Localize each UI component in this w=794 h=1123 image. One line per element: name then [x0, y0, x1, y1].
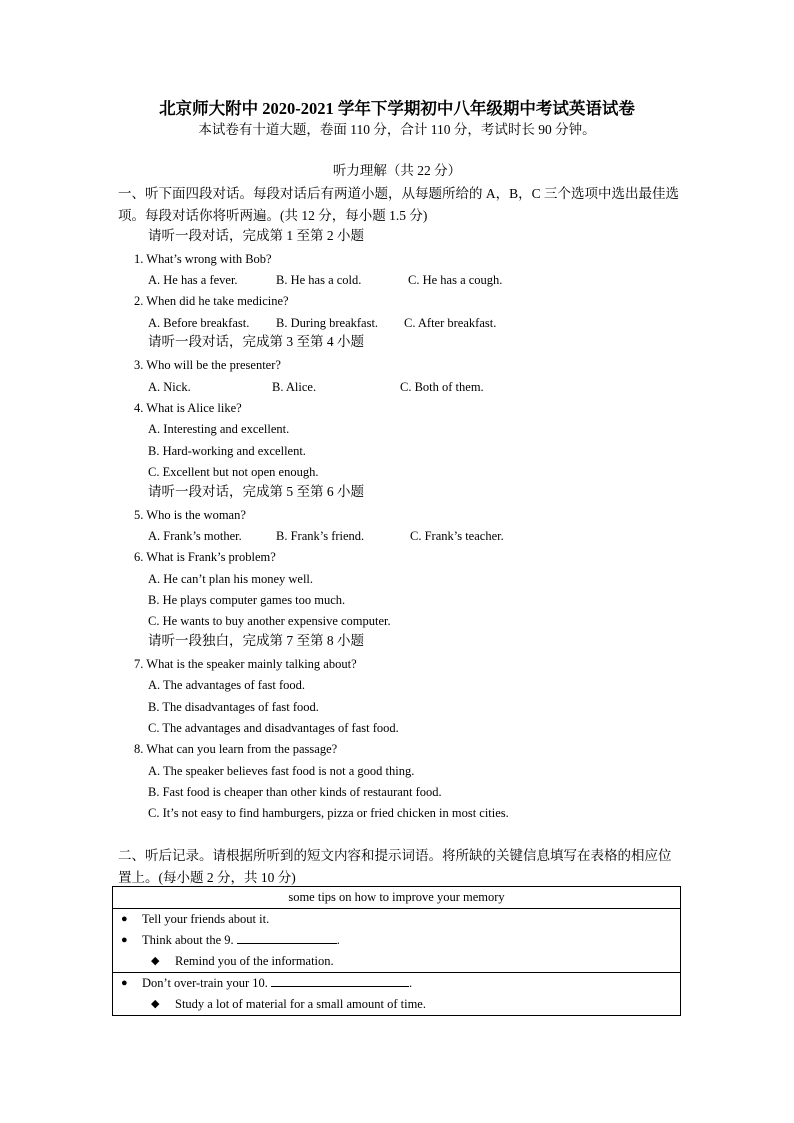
tip-3 — [113, 973, 680, 994]
bullet-icon: ● — [121, 934, 128, 946]
tip-1-text: Tell your friends about it. — [142, 912, 270, 926]
group4-heading: 请听一段独白，完成第 7 至第 8 小题 — [148, 633, 364, 648]
q4-option-c[interactable]: C. Excellent but not open enough. — [148, 465, 319, 479]
tips-row-1 — [113, 909, 681, 973]
tip-1 — [113, 909, 680, 930]
group2-heading: 请听一段对话，完成第 3 至第 4 小题 — [148, 334, 364, 349]
q1-option-a[interactable]: A. He has a fever. — [148, 273, 238, 287]
q6-option-b[interactable]: B. He plays computer games too much. — [148, 593, 346, 607]
listening-section-title: 听力理解（共 22 分） — [332, 163, 462, 178]
tip-2-prefix: Think about the 9. — [142, 933, 234, 947]
memory-tips-table — [112, 886, 681, 1016]
exam-title: 北京师大附中 2020-2021 学年下学期初中八年级期中考试英语试卷 — [159, 99, 635, 118]
bullet-icon: ● — [121, 913, 128, 925]
question-6: 6. What is Frank’s problem? — [134, 550, 276, 564]
q3-option-a[interactable]: A. Nick. — [148, 380, 191, 394]
diamond-icon: ◆ — [151, 955, 160, 967]
q5-option-b[interactable]: B. Frank’s friend. — [276, 529, 365, 543]
tip-2-sub — [113, 951, 680, 972]
bullet-icon: ● — [121, 977, 128, 989]
q3-option-b[interactable]: B. Alice. — [272, 380, 317, 394]
q5-option-a[interactable]: A. Frank’s mother. — [148, 529, 242, 543]
tips-row-2 — [113, 973, 681, 1016]
q8-option-a[interactable]: A. The speaker believes fast food is not a good thing. — [148, 764, 415, 778]
part1-instruction: 一、听下面四段对话。每段对话后有两道小题，从每题所给的 A，B，C 三个选项中选出最佳选项。每段对话你将听两遍。(共 12 分，每小题 1.5 分) — [118, 186, 680, 223]
q7-option-a[interactable]: A. The advantages of fast food. — [148, 678, 306, 692]
tip-2-sub-text: Remind you of the information. — [175, 954, 334, 968]
q4-option-b[interactable]: B. Hard-working and excellent. — [148, 444, 306, 458]
q3-option-c[interactable]: C. Both of them. — [400, 380, 484, 394]
q6-option-c[interactable]: C. He wants to buy another expensive computer. — [148, 614, 391, 628]
q7-option-c[interactable]: C. The advantages and disadvantages of fast food. — [148, 721, 399, 735]
tip-2 — [113, 930, 680, 951]
tip-3-sub — [113, 994, 680, 1015]
part2-instruction: 二、听后记录。请根据所听到的短文内容和提示词语。将所缺的关键信息填写在表格的相应位置上。(每小题 2 分，共 10 分) — [118, 848, 672, 885]
question-7: 7. What is the speaker mainly talking about? — [134, 657, 357, 671]
q6-option-a[interactable]: A. He can’t plan his money well. — [148, 572, 314, 586]
q8-option-b[interactable]: B. Fast food is cheaper than other kinds of restaurant food. — [148, 785, 442, 799]
tip-3-prefix: Don’t over-train your 10. — [142, 976, 268, 990]
tip-2-suffix: . — [336, 933, 340, 947]
q2-option-b[interactable]: B. During breakfast. — [276, 316, 379, 330]
answer-blank-10[interactable] — [271, 973, 409, 987]
q8-option-c[interactable]: C. It’s not easy to find hamburgers, pizza or fried chicken in most cities. — [148, 806, 509, 820]
tip-3-sub-text: Study a lot of material for a small amount of time. — [175, 997, 426, 1011]
diamond-icon: ◆ — [151, 998, 160, 1010]
q4-option-a[interactable]: A. Interesting and excellent. — [148, 422, 290, 436]
question-3: 3. Who will be the presenter? — [134, 358, 281, 372]
question-8: 8. What can you learn from the passage? — [134, 742, 338, 756]
q1-option-c[interactable]: C. He has a cough. — [408, 273, 503, 287]
q1-option-b[interactable]: B. He has a cold. — [276, 273, 362, 287]
question-5: 5. Who is the woman? — [134, 508, 246, 522]
q5-option-c[interactable]: C. Frank’s teacher. — [410, 529, 504, 543]
answer-blank-9[interactable] — [237, 930, 337, 944]
tips-table-header: some tips on how to improve your memory — [113, 887, 681, 909]
q7-option-b[interactable]: B. The disadvantages of fast food. — [148, 700, 319, 714]
question-4: 4. What is Alice like? — [134, 401, 242, 415]
q2-option-a[interactable]: A. Before breakfast. — [148, 316, 250, 330]
group1-heading: 请听一段对话，完成第 1 至第 2 小题 — [148, 228, 364, 243]
q2-option-c[interactable]: C. After breakfast. — [404, 316, 497, 330]
question-2: 2. When did he take medicine? — [134, 294, 289, 308]
question-1: 1. What’s wrong with Bob? — [134, 252, 272, 266]
tip-3-suffix: . — [409, 976, 413, 990]
group3-heading: 请听一段对话，完成第 5 至第 6 小题 — [148, 484, 364, 499]
exam-subtitle: 本试卷有十道大题，卷面 110 分，合计 110 分，考试时长 90 分钟。 — [198, 122, 596, 137]
